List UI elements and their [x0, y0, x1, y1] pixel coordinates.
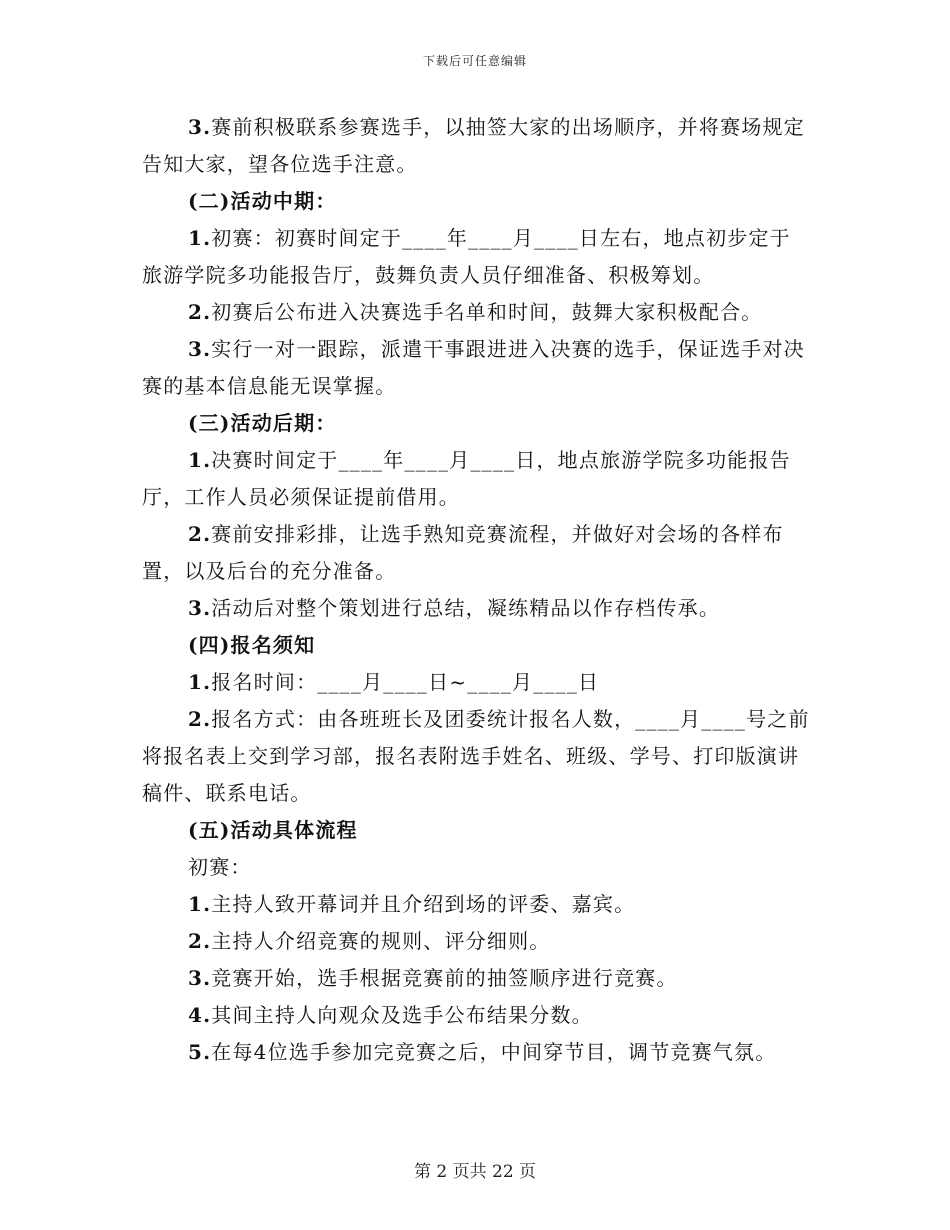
paragraph-text: 赛前安排彩排，让选手熟知竞赛流程，并做好对会场的各样布置，以及后台的充分准备。: [142, 522, 784, 583]
section-heading: [142, 183, 810, 220]
paragraph-text: 实行一对一跟踪，派遣干事跟进进入决赛的选手，保证选手对决赛的基本信息能无误掌握。: [142, 337, 805, 398]
item-number: 2.: [188, 300, 212, 324]
paragraph: [142, 294, 810, 331]
section-heading: [142, 405, 810, 442]
paragraph: [142, 849, 810, 886]
paragraph: [142, 923, 810, 960]
section-heading: [142, 627, 810, 664]
page-header: [0, 52, 950, 69]
footer-middle: 页共: [452, 1162, 487, 1182]
item-number: 3.: [188, 966, 212, 990]
footer-total-pages: 22: [492, 1162, 514, 1182]
paragraph: [142, 220, 810, 294]
paragraph: [142, 886, 810, 923]
paragraph-text: 其间主持人向观众及选手公布结果分数。: [211, 1003, 593, 1027]
paragraph: [142, 960, 810, 997]
item-number: 5.: [188, 1040, 212, 1064]
paragraph: [142, 590, 810, 627]
paragraph: [142, 701, 810, 812]
item-number: 2.: [188, 929, 212, 953]
paragraph: [142, 1034, 810, 1071]
item-number: 1.: [188, 226, 212, 250]
paragraph: [142, 516, 810, 590]
paragraph: [142, 997, 810, 1034]
heading-text: (五)活动具体流程: [188, 818, 358, 842]
heading-text: (三)活动后期：: [188, 411, 337, 435]
paragraph-text: 报名时间：____月____日~____月____日: [211, 670, 600, 694]
paragraph-text: 主持人致开幕词并且介绍到场的评委、嘉宾。: [211, 892, 636, 916]
item-number: 1.: [188, 670, 212, 694]
footer-page-number: 2: [436, 1162, 448, 1182]
paragraph-text: 赛前积极联系参赛选手，以抽签大家的出场顺序，并将赛场规定告知大家，望各位选手注意。: [142, 115, 805, 176]
page-footer: [0, 1157, 950, 1182]
paragraph-text: 主持人介绍竞赛的规则、评分细则。: [211, 929, 551, 953]
paragraph: [142, 442, 810, 516]
item-number: 3.: [188, 337, 212, 361]
item-number: 4.: [188, 1003, 212, 1027]
paragraph-text: 报名方式：由各班班长及团委统计报名人数，____月____号之前将报名表上交到学习部，报名表附选手姓名、班级、学号、打印版演讲稿件、联系电话。: [142, 707, 810, 805]
paragraph-text: 活动后对整个策划进行总结，凝练精品以作存档传承。: [211, 596, 721, 620]
item-number: 3.: [188, 115, 212, 139]
item-number: 1.: [188, 448, 212, 472]
item-number: 3.: [188, 596, 212, 620]
paragraph-text: 初赛：初赛时间定于____年____月____日左右，地点初步定于旅游学院多功能报告厅，鼓舞负责人员仔细准备、积极筹划。: [142, 226, 791, 287]
footer-prefix: 第: [413, 1162, 431, 1182]
paragraph: [142, 331, 810, 405]
item-number: 2.: [188, 707, 212, 731]
heading-text: (四)报名须知: [188, 633, 316, 657]
paragraph-text: 竞赛开始，选手根据竞赛前的抽签顺序进行竞赛。: [211, 966, 678, 990]
paragraph-text: 初赛后公布进入决赛选手名单和时间，鼓舞大家积极配合。: [211, 300, 763, 324]
paragraph-text: 决赛时间定于____年____月____日，地点旅游学院多功能报告厅，工作人员必须保证提前借用。: [142, 448, 791, 509]
document-body: [142, 109, 810, 1071]
paragraph: [142, 664, 810, 701]
section-heading: [142, 812, 810, 849]
heading-text: (二)活动中期：: [188, 189, 337, 213]
paragraph-text: 初赛：: [188, 855, 252, 879]
paragraph-text: 在每4位选手参加完竞赛之后，中间穿节目，调节竞赛气氛。: [211, 1040, 777, 1064]
header-text: 下载后可任意编辑: [422, 54, 527, 68]
item-number: 2.: [188, 522, 212, 546]
paragraph: [142, 109, 810, 183]
footer-suffix: 页: [519, 1162, 537, 1182]
item-number: 1.: [188, 892, 212, 916]
